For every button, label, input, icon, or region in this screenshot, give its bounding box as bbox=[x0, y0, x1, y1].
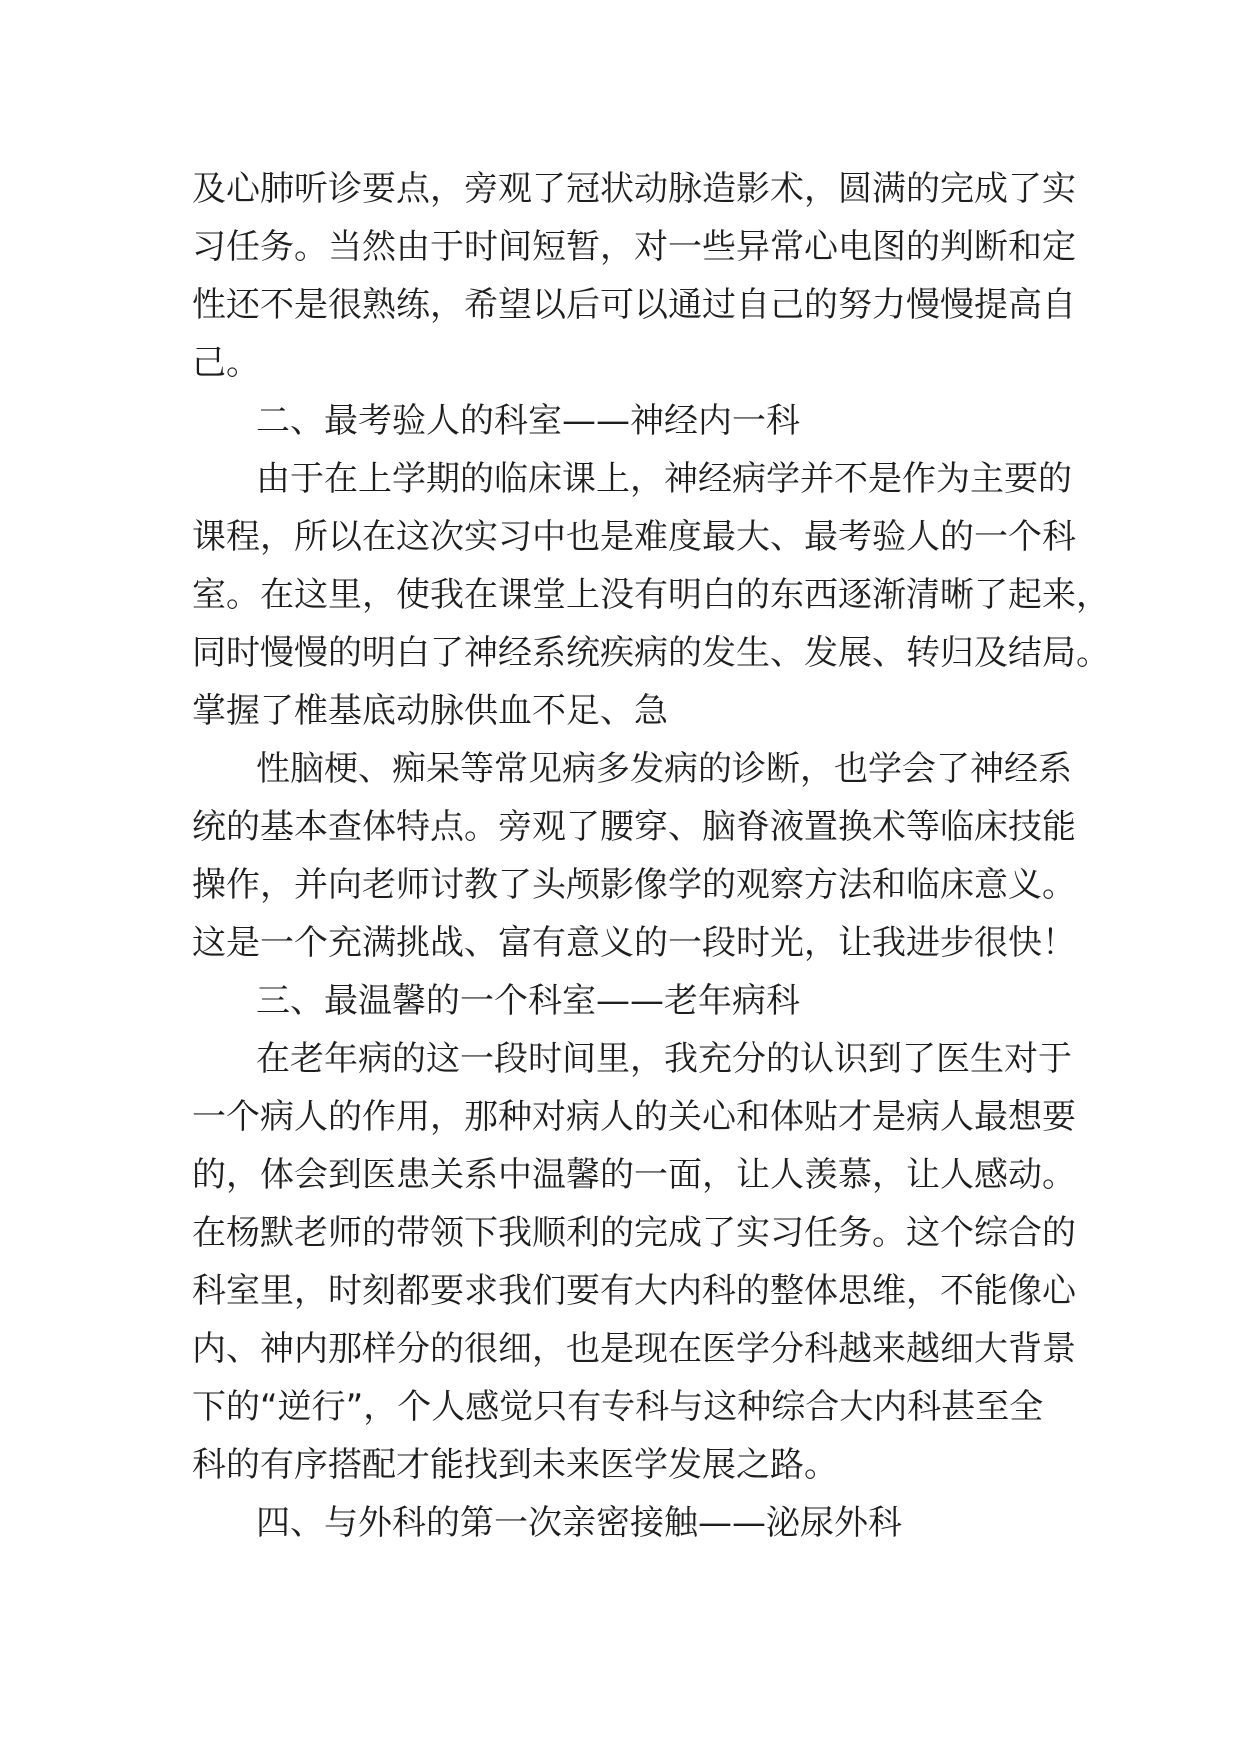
text-line: 室。在这里，使我在课堂上没有明白的东西逐渐清晰了起来， bbox=[192, 575, 1110, 615]
text-line: 课程，所以在这次实习中也是难度最大、最考验人的一个科 bbox=[192, 517, 1076, 557]
text-line: 操作，并向老师讨教了头颅影像学的观察方法和临床意义。 bbox=[192, 865, 1076, 905]
text-line: 下的“逆行”，个人感觉只有专科与这种综合大内科甚至全 bbox=[192, 1387, 1044, 1427]
text-line: 习任务。当然由于时间短暂，对一些异常心电图的判断和定 bbox=[192, 227, 1076, 267]
text-line: 同时慢慢的明白了神经系统疾病的发生、发展、转归及结局。 bbox=[192, 633, 1110, 673]
section-heading: 三、最温馨的一个科室——老年病科 bbox=[256, 981, 800, 1021]
text-line: 统的基本查体特点。旁观了腰穿、脑脊液置换术等临床技能 bbox=[192, 807, 1076, 847]
text-line: 己。 bbox=[192, 343, 260, 383]
text-line: 科室里，时刻都要求我们要有大内科的整体思维，不能像心 bbox=[192, 1271, 1076, 1311]
text-line: 性脑梗、痴呆等常见病多发病的诊断，也学会了神经系 bbox=[256, 749, 1072, 789]
text-line: 在老年病的这一段时间里，我充分的认识到了医生对于 bbox=[256, 1039, 1072, 1079]
text-line: 内、神内那样分的很细，也是现在医学分科越来越细大背景 bbox=[192, 1329, 1076, 1369]
text-line: 一个病人的作用，那种对病人的关心和体贴才是病人最想要 bbox=[192, 1097, 1076, 1137]
section-heading: 二、最考验人的科室——神经内一科 bbox=[256, 401, 800, 441]
text-line: 及心肺听诊要点，旁观了冠状动脉造影术，圆满的完成了实 bbox=[192, 169, 1076, 209]
text-line: 的，体会到医患关系中温馨的一面，让人羡慕，让人感动。 bbox=[192, 1155, 1076, 1195]
text-line: 掌握了椎基底动脉供血不足、急 bbox=[192, 691, 668, 731]
text-line: 性还不是很熟练，希望以后可以通过自己的努力慢慢提高自 bbox=[192, 285, 1076, 325]
text-line: 这是一个充满挑战、富有意义的一段时光，让我进步很快！ bbox=[192, 923, 1076, 963]
section-heading: 四、与外科的第一次亲密接触——泌尿外科 bbox=[256, 1503, 902, 1543]
text-line: 在杨默老师的带领下我顺利的完成了实习任务。这个综合的 bbox=[192, 1213, 1076, 1253]
text-line: 科的有序搭配才能找到未来医学发展之路。 bbox=[192, 1445, 838, 1485]
text-line: 由于在上学期的临床课上，神经病学并不是作为主要的 bbox=[256, 459, 1072, 499]
